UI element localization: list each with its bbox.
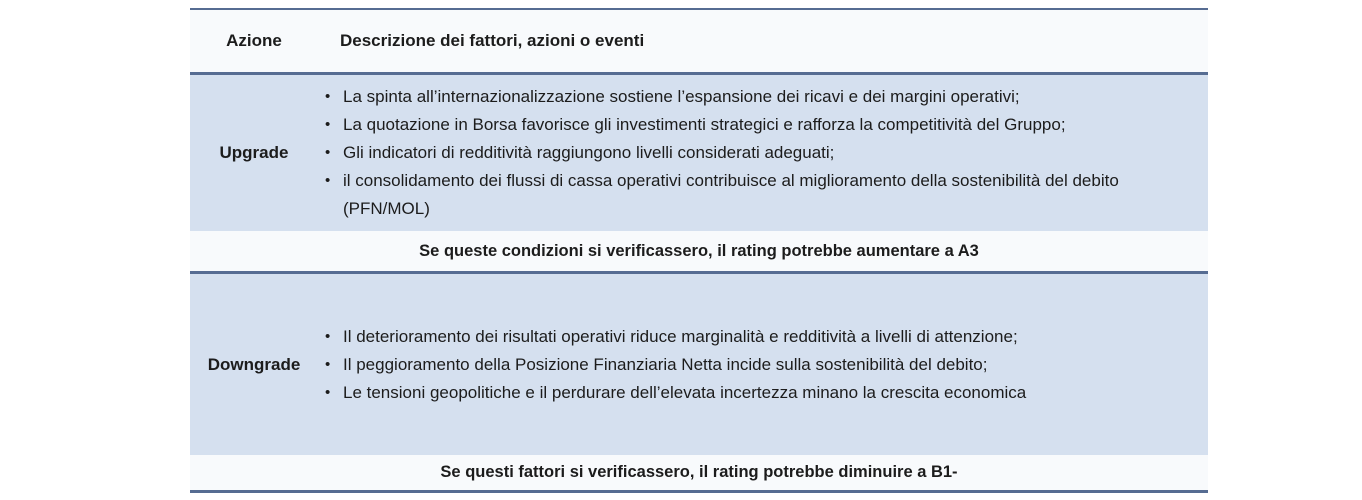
upgrade-note-text: Se queste condizioni si verificassero, il rating potrebbe aumentare a A3 — [419, 241, 979, 260]
upgrade-label: Upgrade — [219, 143, 289, 162]
downgrade-note-row — [190, 455, 1208, 490]
downgrade-bullet-2: • Il peggioramento della Posizione Finanziaria Netta incide sulla sostenibilità del debito; — [325, 351, 1026, 379]
upgrade-bullet-1: • La spinta all’internazionalizzazione sostiene l’espansione dei ricavi e dei margini operativi; — [325, 83, 1187, 111]
upgrade-bullet-3: • Gli indicatori di redditività raggiungono livelli considerati adeguati; — [325, 139, 1187, 167]
table-header-row — [190, 10, 1208, 72]
upgrade-bullet-4: • il consolidamento dei flussi di cassa operativi contribuisce al miglioramento della sostenibilità del debito (PFN/MOL) — [325, 167, 1187, 223]
downgrade-row — [190, 274, 1208, 455]
header-cell-descrizione: Descrizione dei fattori, azioni o eventi — [340, 31, 645, 50]
header-cell-azione: Azione — [226, 31, 282, 50]
table-bottom-border — [190, 490, 1208, 493]
downgrade-note-text: Se questi fattori si verificassero, il rating potrebbe diminuire a B1- — [440, 463, 958, 481]
upgrade-bullet-2: • La quotazione in Borsa favorisce gli investimenti strategici e rafforza la competitività del Gruppo; — [325, 111, 1187, 139]
rating-factors-table — [190, 8, 1208, 493]
downgrade-label: Downgrade — [207, 354, 301, 374]
upgrade-bullet-list — [325, 83, 1187, 223]
upgrade-note-row — [190, 231, 1208, 271]
downgrade-bullet-list — [325, 323, 1026, 407]
upgrade-row — [190, 75, 1208, 231]
downgrade-bullet-1: • Il deterioramento dei risultati operativi riduce marginalità e redditività a livelli di attenzione; — [325, 323, 1026, 351]
downgrade-bullet-3: • Le tensioni geopolitiche e il perdurare dell’elevata incertezza minano la crescita economica — [325, 379, 1026, 407]
